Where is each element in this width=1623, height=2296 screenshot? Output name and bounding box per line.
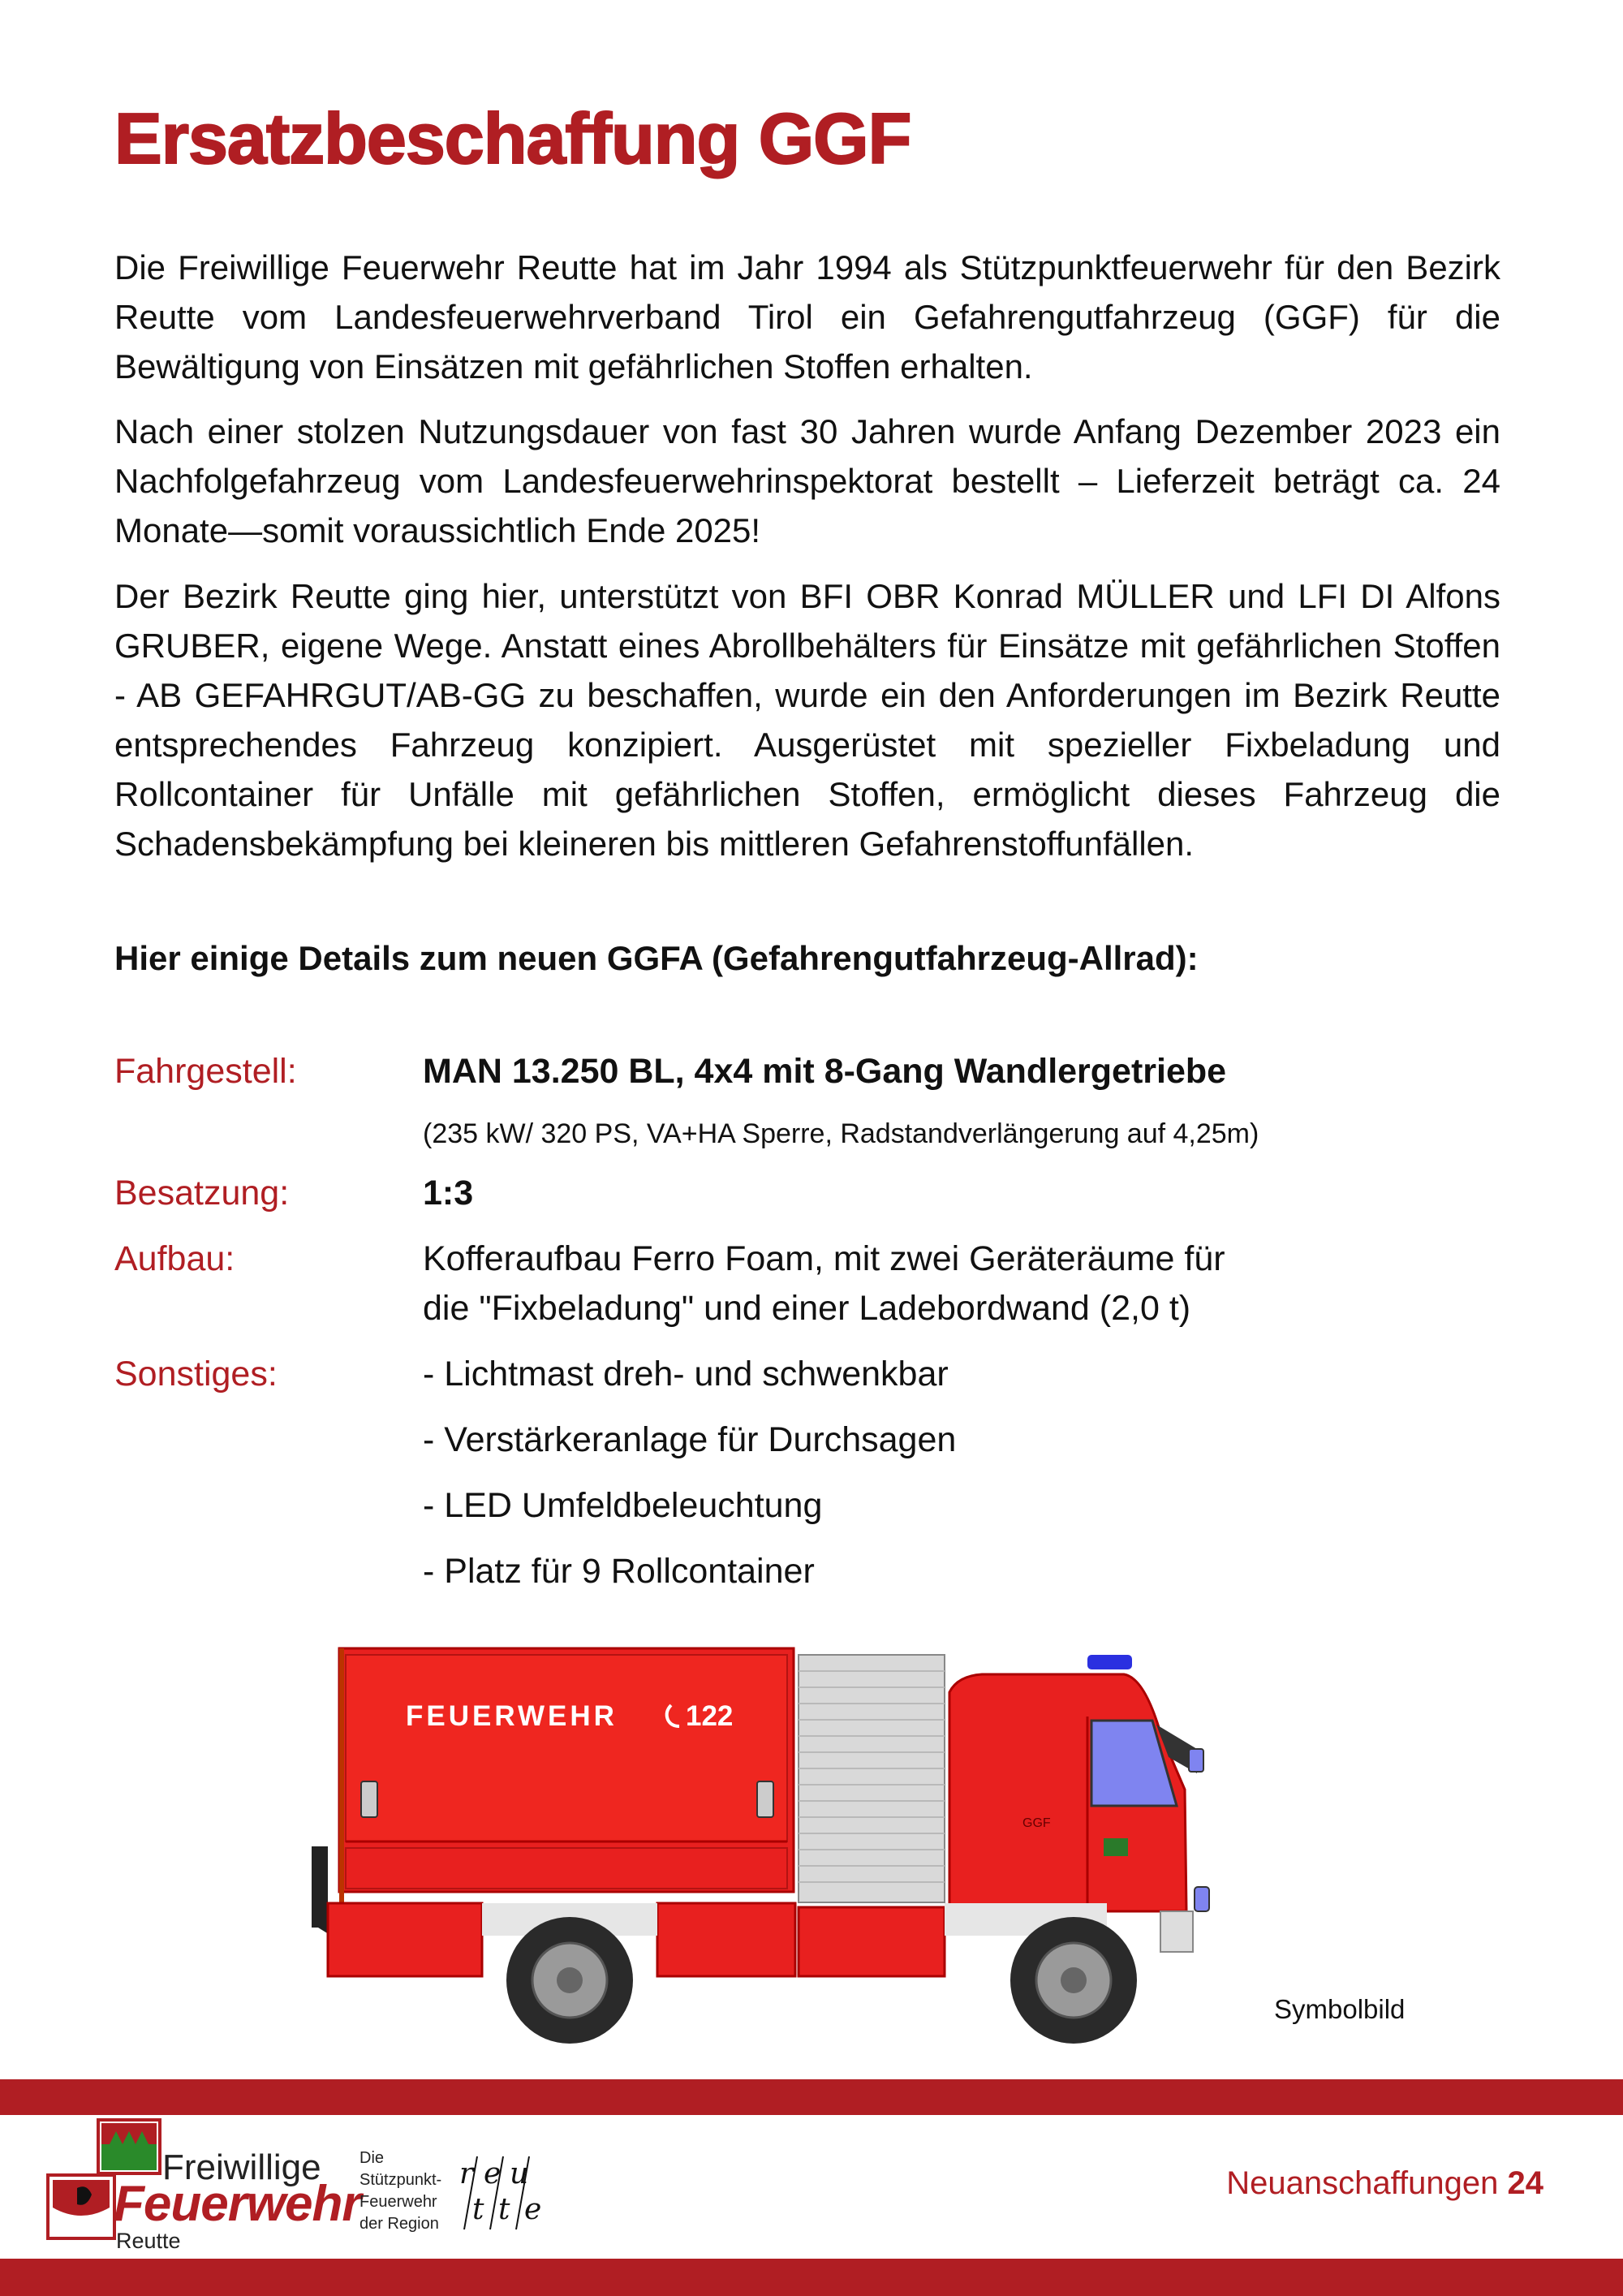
page-title: Ersatzbeschaffung GGF xyxy=(114,98,911,179)
footer-page-info xyxy=(1226,2165,1543,2202)
spec-label-besatzung: Besatzung: xyxy=(114,1174,290,1213)
image-caption: Symbolbild xyxy=(1274,1994,1406,2024)
rear-wheel xyxy=(506,1917,633,2044)
svg-text:u: u xyxy=(510,2157,529,2190)
front-wheel xyxy=(1010,1917,1137,2044)
paragraph-intro: Die Freiwillige Feuerwehr Reutte hat im Jahr 1994 als Stützpunktfeuerwehr für den Bezirk Reutte vom Landesfeuerwehrverband Tirol ein Gefahrengutfahrzeug (GGF) für die Bewältigung von Einsätzen mit gefährlichen Stoffen erhalten. xyxy=(114,248,1500,386)
fire-truck-illustration xyxy=(308,1643,1266,2049)
footer-band-top xyxy=(0,2079,1623,2115)
reutte-logo xyxy=(454,2152,552,2234)
svg-text:r: r xyxy=(459,2157,474,2190)
spec-value-besatzung: 1:3 xyxy=(423,1174,474,1213)
truck-body-text: FEUERWEHR xyxy=(406,1700,618,1732)
footer-band-bottom xyxy=(0,2259,1623,2296)
paragraph-order: Nach einer stolzen Nutzungsdauer von fast 30 Jahren wurde Anfang Dezember 2023 ein Nachfolgefahrzeug vom Landesfeuerwehrinspektorat bestellt – Lieferzeit beträgt ca. 24 Monate—somit voraussichtlich Ende 2025! xyxy=(114,412,1500,549)
svg-text:t: t xyxy=(472,2193,484,2226)
page-number: 24 xyxy=(1507,2165,1543,2201)
spec-label-aufbau: Aufbau: xyxy=(114,1239,235,1278)
svg-text:t: t xyxy=(498,2193,510,2226)
footer-section: Neuanschaffungen xyxy=(1226,2165,1499,2201)
spec-item-verstaerker: - Verstärkeranlage für Durchsagen xyxy=(423,1420,957,1459)
svg-text:e: e xyxy=(484,2157,502,2190)
spec-item-rollcontainer: - Platz für 9 Rollcontainer xyxy=(423,1552,815,1591)
spec-label-fahrgestell: Fahrgestell: xyxy=(114,1052,297,1091)
coat-of-arms-icon xyxy=(1104,1838,1128,1856)
spec-item-lichtmast: - Lichtmast dreh- und schwenkbar xyxy=(423,1355,949,1394)
truck-phone-number: 122 xyxy=(686,1700,734,1732)
spec-note-fahrgestell: (235 kW/ 320 PS, VA+HA Sperre, Radstandverlängerung auf 4,25m) xyxy=(423,1118,1259,1149)
spec-value-aufbau-line2: die "Fixbeladung" und einer Ladebordwand (2,0 t) xyxy=(423,1289,1191,1328)
logo-text-freiwillige: Freiwillige xyxy=(162,2147,321,2187)
paragraph-concept: Der Bezirk Reutte ging hier, unterstützt von BFI OBR Konrad MÜLLER und LFI DI Alfons GRUBER, eigene Wege. Anstatt eines Abrollbehälters für Einsätze mit gefährlichen Stoffen - AB GEFAHRGUT/AB-GG zu beschaffen, wurde ein den Anforderungen im Bezirk Reutte entsprechendes Fahrzeug konzipiert. Ausgerüstet mit spezieller Fixbeladung und Rollcontainer für Unfälle mit gefährlichen Stoffen, ermöglicht dieses Fahrzeug die Schadensbekämpfung bei kleineren bis mittleren Gefahrenstoffunfällen. xyxy=(114,577,1500,863)
details-heading: Hier einige Details zum neuen GGFA (Gefahrengutfahrzeug-Allrad): xyxy=(114,939,1199,977)
spec-value-aufbau-line1: Kofferaufbau Ferro Foam, mit zwei Geräteräume für xyxy=(423,1239,1225,1278)
spec-label-sonstiges: Sonstiges: xyxy=(114,1355,278,1394)
truck-door-text: GGF xyxy=(1022,1816,1051,1830)
spec-item-led: - LED Umfeldbeleuchtung xyxy=(423,1486,823,1525)
logo-text-reutte: Reutte xyxy=(116,2229,181,2253)
stuetzpunkt-text: Die Stützpunkt- Feuerwehr der Region xyxy=(359,2149,442,2233)
blue-light-icon xyxy=(1087,1655,1132,1669)
svg-text:e: e xyxy=(524,2193,542,2226)
logo-text-feuerwehr: Feuerwehr xyxy=(114,2176,361,2232)
spec-value-fahrgestell: MAN 13.250 BL, 4x4 mit 8-Gang Wandlergetriebe xyxy=(423,1052,1227,1091)
